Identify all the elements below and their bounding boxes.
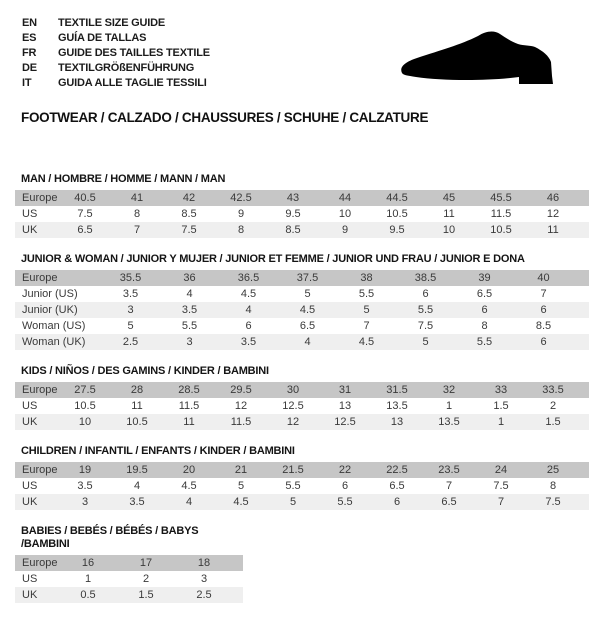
size-cell: 4.5	[240, 288, 257, 300]
size-cell: 45	[442, 192, 456, 204]
size-cell: 5.5	[285, 480, 301, 492]
size-cell: 4	[185, 496, 193, 508]
row-label: Europe	[22, 557, 58, 569]
size-cell: 41	[130, 192, 144, 204]
language-title: GUIDA ALLE TAGLIE TESSILI	[58, 77, 207, 89]
row-label: Woman (UK)	[22, 336, 86, 348]
language-code: ES	[22, 32, 37, 44]
size-cell: 6	[540, 336, 547, 348]
table-title: CHILDREN / INFANTIL / ENFANTS / KINDER / BAMBINI	[21, 445, 295, 457]
size-cell: 6.5	[299, 320, 316, 332]
size-cell: 43	[286, 192, 300, 204]
size-cell: 9	[341, 224, 349, 236]
size-cell: 4.5	[181, 480, 197, 492]
size-cell: 2.5	[196, 589, 212, 601]
size-cell: 7.5	[77, 208, 93, 220]
row-label: UK	[22, 589, 38, 601]
size-cell: 7	[133, 224, 141, 236]
language-title: GUÍA DE TALLAS	[58, 32, 147, 44]
language-code: FR	[22, 47, 37, 59]
language-line	[22, 16, 210, 31]
size-cell: 1	[497, 416, 505, 428]
size-cell: 11	[547, 224, 559, 236]
size-cell: 7	[363, 320, 370, 332]
size-cell: 1.5	[545, 416, 561, 428]
size-cell: 45.5	[490, 192, 512, 204]
size-cell: 22.5	[386, 464, 408, 476]
table-title: JUNIOR & WOMAN / JUNIOR Y MUJER / JUNIOR ET FEMME / JUNIOR UND FRAU / JUNIOR E DONA	[21, 253, 525, 265]
row-label: US	[22, 573, 38, 585]
size-cell: 11	[131, 400, 143, 412]
language-code: DE	[22, 62, 37, 74]
size-cell: 4	[186, 288, 193, 300]
size-cell: 3	[200, 573, 208, 585]
size-cell: 5.5	[358, 288, 375, 300]
size-cell: 42	[182, 192, 196, 204]
size-table	[15, 525, 243, 603]
size-cell: 5.5	[417, 304, 434, 316]
size-cell: 8.5	[285, 224, 301, 236]
table-row	[15, 478, 589, 494]
table-row	[15, 302, 589, 318]
size-cell: 35.5	[119, 272, 142, 284]
language-title: TEXTILGRÖßENFÜHRUNG	[58, 62, 195, 74]
size-cell: 24	[494, 464, 508, 476]
table-row	[15, 587, 243, 603]
size-cell: 27.5	[74, 384, 96, 396]
size-cell: 3	[81, 496, 89, 508]
size-cell: 5	[422, 336, 429, 348]
size-cell: 11	[183, 416, 195, 428]
table-row	[15, 270, 589, 286]
size-cell: 19	[78, 464, 92, 476]
size-cell: 18	[197, 557, 211, 569]
size-cell: 12.5	[334, 416, 356, 428]
size-table	[15, 365, 589, 430]
row-label: UK	[22, 224, 38, 236]
size-cell: 12	[234, 400, 248, 412]
table-title: KIDS / NIÑOS / DES GAMINS / KINDER / BAMBINI	[21, 365, 269, 377]
size-cell: 3	[186, 336, 193, 348]
size-cell: 13.5	[438, 416, 460, 428]
language-code: EN	[22, 17, 37, 29]
size-cell: 0.5	[80, 589, 96, 601]
size-cell: 6	[481, 304, 488, 316]
size-cell: 11.5	[230, 416, 252, 428]
size-cell: 21.5	[282, 464, 304, 476]
table-row	[15, 222, 589, 238]
row-label: UK	[22, 416, 38, 428]
size-cell: 3.5	[240, 336, 257, 348]
size-cell: 6.5	[476, 288, 493, 300]
size-cell: 10.5	[126, 416, 148, 428]
size-cell: 33.5	[542, 384, 564, 396]
size-cell: 2.5	[122, 336, 139, 348]
table-row	[15, 398, 589, 414]
size-cell: 4	[133, 480, 141, 492]
size-cell: 4	[245, 304, 252, 316]
table-row	[15, 382, 589, 398]
size-cell: 12.5	[282, 400, 304, 412]
size-cell: 37.5	[296, 272, 319, 284]
row-label: US	[22, 208, 38, 220]
size-cell: 39	[478, 272, 491, 284]
row-label: Woman (US)	[22, 320, 86, 332]
table-row	[15, 334, 589, 350]
size-cell: 5.5	[476, 336, 493, 348]
size-cell: 36	[183, 272, 196, 284]
row-label: UK	[22, 496, 38, 508]
size-cell: 6	[540, 304, 547, 316]
size-cell: 5	[289, 496, 297, 508]
size-table	[15, 445, 589, 510]
size-cell: 5	[304, 288, 311, 300]
size-cell: 30	[286, 384, 300, 396]
table-row	[15, 206, 589, 222]
size-cell: 6.5	[77, 224, 93, 236]
size-cell: 20	[182, 464, 196, 476]
size-cell: 40	[537, 272, 550, 284]
size-cell: 44	[338, 192, 352, 204]
size-cell: 5	[363, 304, 370, 316]
size-cell: 8	[133, 208, 141, 220]
language-code: IT	[22, 77, 32, 89]
category-heading: FOOTWEAR / CALZADO / CHAUSSURES / SCHUHE / CALZATURE	[21, 110, 429, 125]
size-cell: 40.5	[74, 192, 96, 204]
language-list	[22, 16, 210, 91]
table-row	[15, 414, 589, 430]
size-cell: 9.5	[389, 224, 405, 236]
table-row	[15, 462, 589, 478]
size-cell: 4	[304, 336, 311, 348]
size-cell: 11.5	[178, 400, 200, 412]
size-cell: 7.5	[493, 480, 509, 492]
size-table	[15, 253, 589, 350]
language-line	[22, 46, 210, 61]
table-row	[15, 494, 589, 510]
size-cell: 6	[422, 288, 429, 300]
row-label: Junior (UK)	[22, 304, 78, 316]
size-cell: 31	[338, 384, 352, 396]
size-cell: 46	[546, 192, 560, 204]
row-label: US	[22, 480, 38, 492]
size-table	[15, 173, 589, 238]
row-label: Europe	[22, 272, 58, 284]
language-title: TEXTILE SIZE GUIDE	[58, 17, 166, 29]
size-cell: 38.5	[414, 272, 437, 284]
size-cell: 4.5	[299, 304, 316, 316]
size-cell: 10.5	[386, 208, 408, 220]
size-cell: 11	[443, 208, 455, 220]
shoe-icon	[394, 26, 578, 96]
size-cell: 7.5	[181, 224, 197, 236]
size-cell: 16	[81, 557, 95, 569]
size-cell: 13.5	[386, 400, 408, 412]
size-cell: 12	[546, 208, 560, 220]
table-row	[15, 286, 589, 302]
size-cell: 25	[546, 464, 560, 476]
size-cell: 7	[445, 480, 453, 492]
table-row	[15, 571, 243, 587]
size-cell: 1.5	[138, 589, 154, 601]
size-cell: 10	[442, 224, 456, 236]
language-line	[22, 61, 210, 76]
size-cell: 5	[127, 320, 134, 332]
size-cell: 7.5	[417, 320, 434, 332]
size-cell: 6	[245, 320, 252, 332]
language-line	[22, 76, 210, 91]
row-label: Europe	[22, 192, 58, 204]
size-cell: 3.5	[129, 496, 145, 508]
size-cell: 2	[142, 573, 150, 585]
size-cell: 42.5	[230, 192, 252, 204]
size-cell: 31.5	[386, 384, 408, 396]
size-cell: 7	[497, 496, 505, 508]
table-title: BABIES / BEBÉS / BÉBÉS / BABYS /BAMBINI	[21, 525, 199, 550]
size-cell: 28.5	[178, 384, 200, 396]
size-cell: 10	[78, 416, 92, 428]
size-cell: 8	[237, 224, 245, 236]
size-cell: 10	[338, 208, 352, 220]
size-cell: 22	[338, 464, 352, 476]
table-row	[15, 555, 243, 571]
size-cell: 1	[445, 400, 453, 412]
size-cell: 4.5	[358, 336, 375, 348]
size-cell: 32	[442, 384, 456, 396]
row-label: Junior (US)	[22, 288, 78, 300]
size-cell: 9	[237, 208, 245, 220]
size-cell: 3.5	[77, 480, 93, 492]
size-cell: 8	[549, 480, 557, 492]
size-cell: 6	[393, 496, 401, 508]
size-cell: 3.5	[122, 288, 139, 300]
size-cell: 10.5	[490, 224, 512, 236]
size-cell: 28	[130, 384, 144, 396]
table-row	[15, 190, 589, 206]
size-cell: 7.5	[545, 496, 561, 508]
row-label: Europe	[22, 384, 58, 396]
size-cell: 10.5	[74, 400, 96, 412]
size-tables	[15, 173, 589, 618]
size-cell: 12	[286, 416, 300, 428]
size-cell: 8.5	[535, 320, 552, 332]
size-cell: 3.5	[181, 304, 198, 316]
row-label: Europe	[22, 464, 58, 476]
size-cell: 21	[234, 464, 248, 476]
size-cell: 4.5	[233, 496, 249, 508]
size-cell: 5.5	[181, 320, 198, 332]
size-cell: 23.5	[438, 464, 460, 476]
size-cell: 5	[237, 480, 245, 492]
size-cell: 11.5	[490, 208, 512, 220]
table-title: MAN / HOMBRE / HOMME / MANN / MAN	[21, 173, 226, 185]
size-cell: 13	[390, 416, 404, 428]
size-cell: 9.5	[285, 208, 301, 220]
size-cell: 2	[549, 400, 557, 412]
size-cell: 7	[540, 288, 547, 300]
row-label: US	[22, 400, 38, 412]
size-cell: 1	[84, 573, 92, 585]
size-cell: 6.5	[441, 496, 457, 508]
size-cell: 3	[127, 304, 134, 316]
size-cell: 29.5	[230, 384, 252, 396]
language-title: GUIDE DES TAILLES TEXTILE	[58, 47, 210, 59]
size-cell: 8	[481, 320, 488, 332]
language-line	[22, 31, 210, 46]
size-cell: 5.5	[337, 496, 353, 508]
size-cell: 19.5	[126, 464, 148, 476]
size-cell: 13	[338, 400, 352, 412]
size-cell: 1.5	[493, 400, 509, 412]
size-cell: 6.5	[389, 480, 405, 492]
size-cell: 38	[360, 272, 373, 284]
size-cell: 44.5	[386, 192, 408, 204]
size-cell: 6	[341, 480, 349, 492]
size-cell: 33	[494, 384, 508, 396]
size-cell: 8.5	[181, 208, 197, 220]
size-cell: 17	[139, 557, 153, 569]
size-cell: 36.5	[237, 272, 260, 284]
table-row	[15, 318, 589, 334]
